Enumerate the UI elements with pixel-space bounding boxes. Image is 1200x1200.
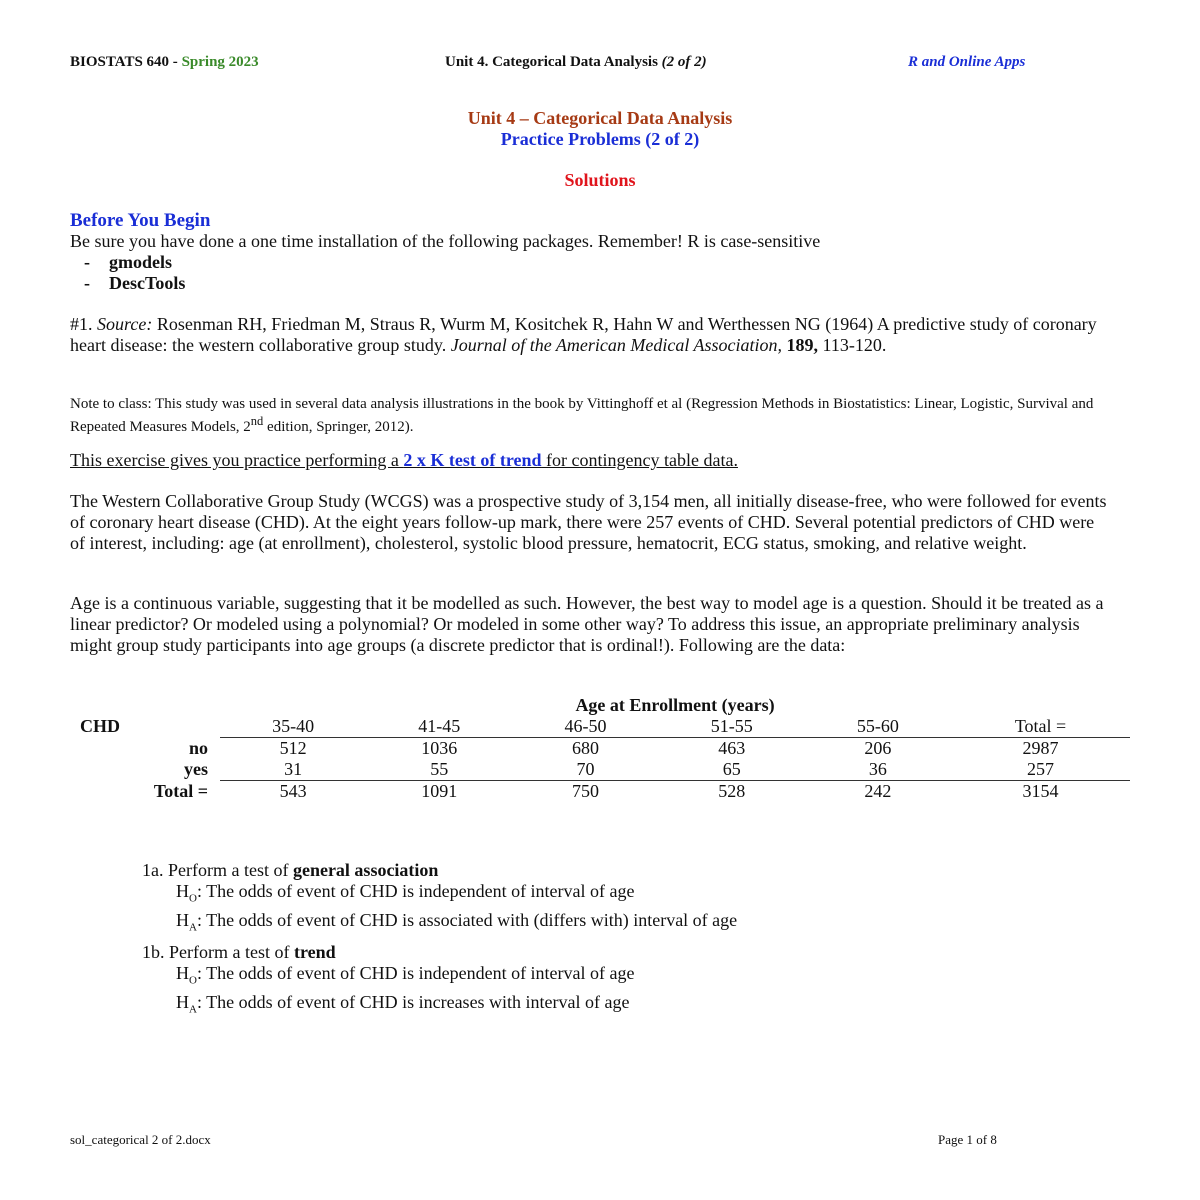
table-cell: 55 — [366, 759, 512, 781]
package-name: DescTools — [109, 273, 186, 293]
alternative-hypothesis — [176, 910, 1142, 939]
table-cell: 528 — [718, 781, 746, 801]
package-name: gmodels — [109, 252, 172, 272]
hypothesis-subscript: A — [189, 1003, 197, 1016]
journal-pages: 113-120. — [818, 335, 887, 355]
table-cell: 1036 — [421, 738, 458, 758]
header-author: R and Online Apps — [908, 54, 1026, 70]
study-paragraph: The Western Collaborative Group Study (WCGS) was a prospective study of 3,154 men, all initially disease-free, who were followed for events of coronary heart disease (CHD). At the eight years follow-up mark, there were 257 events of CHD. Several potential predictors of CHD were of interest, including: age (at enrollment), cholesterol, systolic blood pressure, hematocrit, ECG status, smoking, and relative weight. — [70, 491, 1107, 553]
source-authors: Rosenman RH, Friedman M, Straus R, Wurm M, Kositchek R, Hahn W and Werthessen NG (1964) A predictive study of coronary heart disease: the western collaborative group study. — [70, 314, 1097, 355]
table-cell: 543 — [279, 781, 307, 801]
note-text: Note to class: This study was used in several data analysis illustrations in the book by Vittinghoff et al (Regression Methods in Biostatistics: Linear, Logistic, Survival and Repeated Measures Models, 2 — [70, 396, 1094, 435]
exercise-statement — [70, 450, 1110, 471]
table-cell: 70 — [512, 759, 658, 781]
question-prompt — [142, 860, 1142, 881]
problem-number: #1. — [70, 314, 93, 334]
column-header: 35-40 — [220, 716, 366, 738]
question-text: 1a. Perform a test of — [142, 860, 293, 880]
table-title: Age at Enrollment (years) — [575, 695, 775, 715]
table-cell: 1091 — [421, 781, 458, 801]
table-row — [70, 759, 1130, 781]
question-emphasis: trend — [293, 942, 336, 962]
before-you-begin-section — [70, 210, 1110, 294]
journal-volume: 189, — [782, 335, 819, 355]
bullet: - — [84, 273, 90, 293]
bullet: - — [84, 252, 90, 272]
hypothesis-text: : The odds of event of CHD is increases with interval of age — [196, 991, 630, 1012]
row-label: no — [188, 737, 208, 758]
package-item — [84, 273, 1110, 294]
table-cell: 65 — [659, 759, 805, 781]
section-heading: Before You Begin — [70, 210, 211, 231]
table-cell: 257 — [951, 759, 1130, 781]
table-cell: 512 — [279, 738, 307, 758]
row-label: Total = — [153, 780, 208, 801]
hypothesis-subscript: O — [189, 892, 197, 905]
row-header: CHD — [80, 716, 120, 737]
note-superscript: nd — [250, 414, 264, 428]
table-header-row — [70, 716, 1130, 738]
column-header: 51-55 — [659, 716, 805, 738]
table-cell: 3154 — [1022, 781, 1059, 801]
column-header: Total = — [951, 716, 1130, 738]
exercise-text: This exercise gives you practice performing a — [70, 450, 404, 470]
source-citation — [70, 314, 1110, 356]
column-header: 41-45 — [366, 716, 512, 738]
hypothesis-label: H — [176, 963, 189, 983]
hypothesis-text: : The odds of event of CHD is associated with (differs with) interval of age — [196, 909, 738, 930]
table-row — [70, 738, 1130, 760]
null-hypothesis — [176, 881, 1142, 910]
row-label: yes — [184, 759, 208, 780]
footer-filename: sol_categorical 2 of 2.docx — [70, 1132, 211, 1147]
question-emphasis: general association — [292, 860, 439, 880]
table-cell: 36 — [805, 759, 951, 781]
hypothesis-label: H — [176, 991, 189, 1012]
exercise-text-end: for contingency table data. — [541, 450, 738, 470]
unit-part-label: (2 of 2) — [661, 54, 707, 70]
hypothesis-text: : The odds of event of CHD is independent of interval of age — [196, 881, 635, 901]
hypothesis-text: : The odds of event of CHD is independent of interval of age — [196, 963, 635, 983]
footer-page-number: Page 1 of 8 — [938, 1132, 997, 1147]
table-title-row — [70, 695, 1130, 716]
page-subtitle: Practice Problems (2 of 2) — [500, 129, 700, 149]
note-text-end: edition, Springer, 2012). — [263, 419, 414, 435]
age-paragraph: Age is a continuous variable, suggesting that it be modelled as such. However, the best way to model age is a question. Should it be treated as a linear predictor? Or modeled using a polynomial? Or modeled in some other way? To address this issue, an appropriate preliminary analysis might group study participants into age groups (a discrete predictor that is ordinal!). Following are the data: — [70, 593, 1104, 655]
unit-label: Unit 4. Categorical Data Analysis — [445, 54, 662, 70]
alternative-hypothesis — [176, 992, 1142, 1021]
title-block — [0, 108, 1200, 191]
table-cell: 2987 — [1022, 738, 1059, 758]
table-cell: 750 — [572, 781, 599, 801]
note-to-class — [70, 396, 1110, 436]
package-item — [84, 252, 1110, 273]
table-cell: 31 — [220, 759, 366, 781]
question-1a — [142, 860, 1142, 938]
table-cell: 463 — [718, 738, 746, 758]
term-label: Spring 2023 — [181, 54, 259, 70]
source-label: Source: — [97, 314, 153, 334]
hypothesis-label: H — [176, 881, 189, 901]
instructions-text: Be sure you have done a one time installation of the following packages. Remember! R is case-sensitive — [70, 231, 821, 251]
column-header: 46-50 — [512, 716, 658, 738]
question-prompt — [142, 942, 1142, 963]
course-label: BIOSTATS 640 - — [70, 54, 182, 70]
question-1b — [142, 942, 1142, 1020]
header-course — [70, 54, 259, 71]
table-row-total — [70, 781, 1130, 803]
table-cell: 680 — [572, 738, 599, 758]
data-table — [70, 695, 1130, 802]
question-text: 1b. Perform a test of — [142, 942, 294, 962]
header-unit — [445, 54, 707, 71]
hypothesis-subscript: A — [189, 921, 197, 934]
hypothesis-subscript: O — [189, 974, 197, 987]
exercise-emphasis: 2 x K test of trend — [403, 450, 542, 470]
column-header: 55-60 — [805, 716, 951, 738]
table-cell: 242 — [864, 781, 892, 801]
null-hypothesis — [176, 963, 1142, 992]
table-cell: 206 — [864, 738, 892, 758]
page-title: Unit 4 – Categorical Data Analysis — [467, 108, 733, 128]
hypothesis-label: H — [176, 909, 189, 930]
journal-name: Journal of the American Medical Association, — [450, 335, 783, 355]
solutions-label: Solutions — [564, 170, 636, 190]
